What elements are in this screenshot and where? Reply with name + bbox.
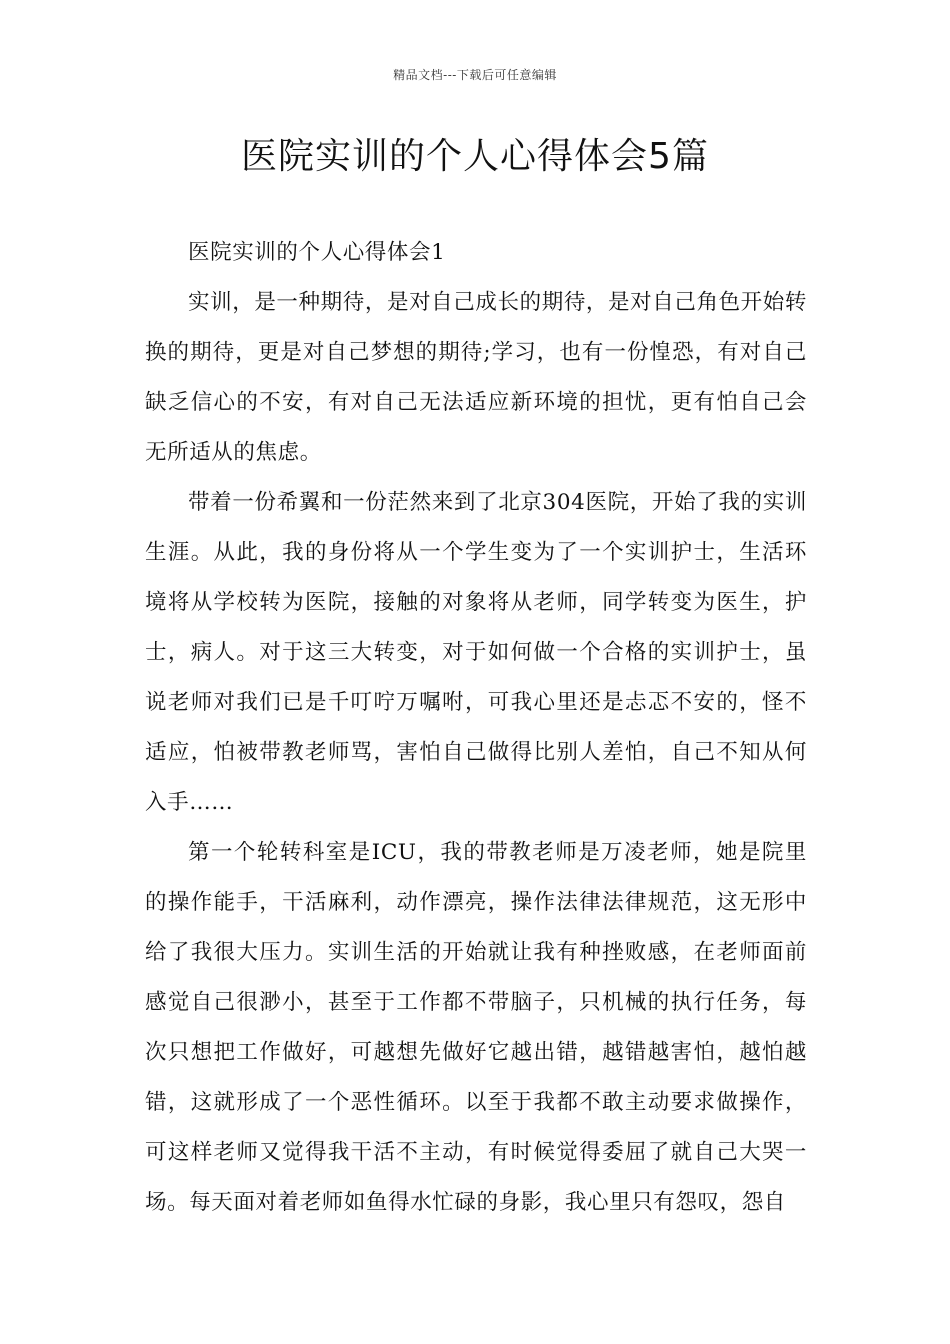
document-body (145, 228, 807, 1228)
body-paragraph: 第一个轮转科室是ICU，我的带教老师是万凌老师，她是院里的操作能手，干活麻利，动作漂亮，操作法律法律规范，这无形中给了我很大压力。实训生活的开始就让我有种挫败感，在老师面前感觉自己很渺小，甚至于工作都不带脑子，只机械的执行任务，每次只想把工作做好，可越想先做好它越出错，越错越害怕，越怕越错，这就形成了一个恶性循环。以至于我都不敢主动要求做操作，可这样老师又觉得我干活不主动，有时候觉得委屈了就自己大哭一场。每天面对着老师如鱼得水忙碌的身影，我心里只有怨叹，怨自 (145, 840, 807, 1215)
header-note: 精品文档---下载后可任意编辑 (393, 68, 557, 82)
body-paragraph: 实训，是一种期待，是对自己成长的期待，是对自己角色开始转换的期待，更是对自己梦想的期待;学习，也有一份惶恐，有对自己缺乏信心的不安，有对自己无法适应新环境的担忧，更有怕自己会无所适从的焦虑。 (145, 290, 807, 465)
section-heading: 医院实训的个人心得体会1 (188, 240, 446, 265)
body-paragraph: 带着一份希翼和一份茫然来到了北京304医院，开始了我的实训生涯。从此，我的身份将从一个学生变为了一个实训护士，生活环境将从学校转为医院，接触的对象将从老师，同学转变为医生，护士，病人。对于这三大转变，对于如何做一个合格的实训护士，虽说老师对我们已是千叮咛万嘱咐，可我心里还是忐忑不安的，怪不适应，怕被带教老师骂，害怕自己做得比别人差怕，自己不知从何入手…… (145, 490, 807, 815)
document-title: 医院实训的个人心得体会5篇 (241, 136, 709, 177)
